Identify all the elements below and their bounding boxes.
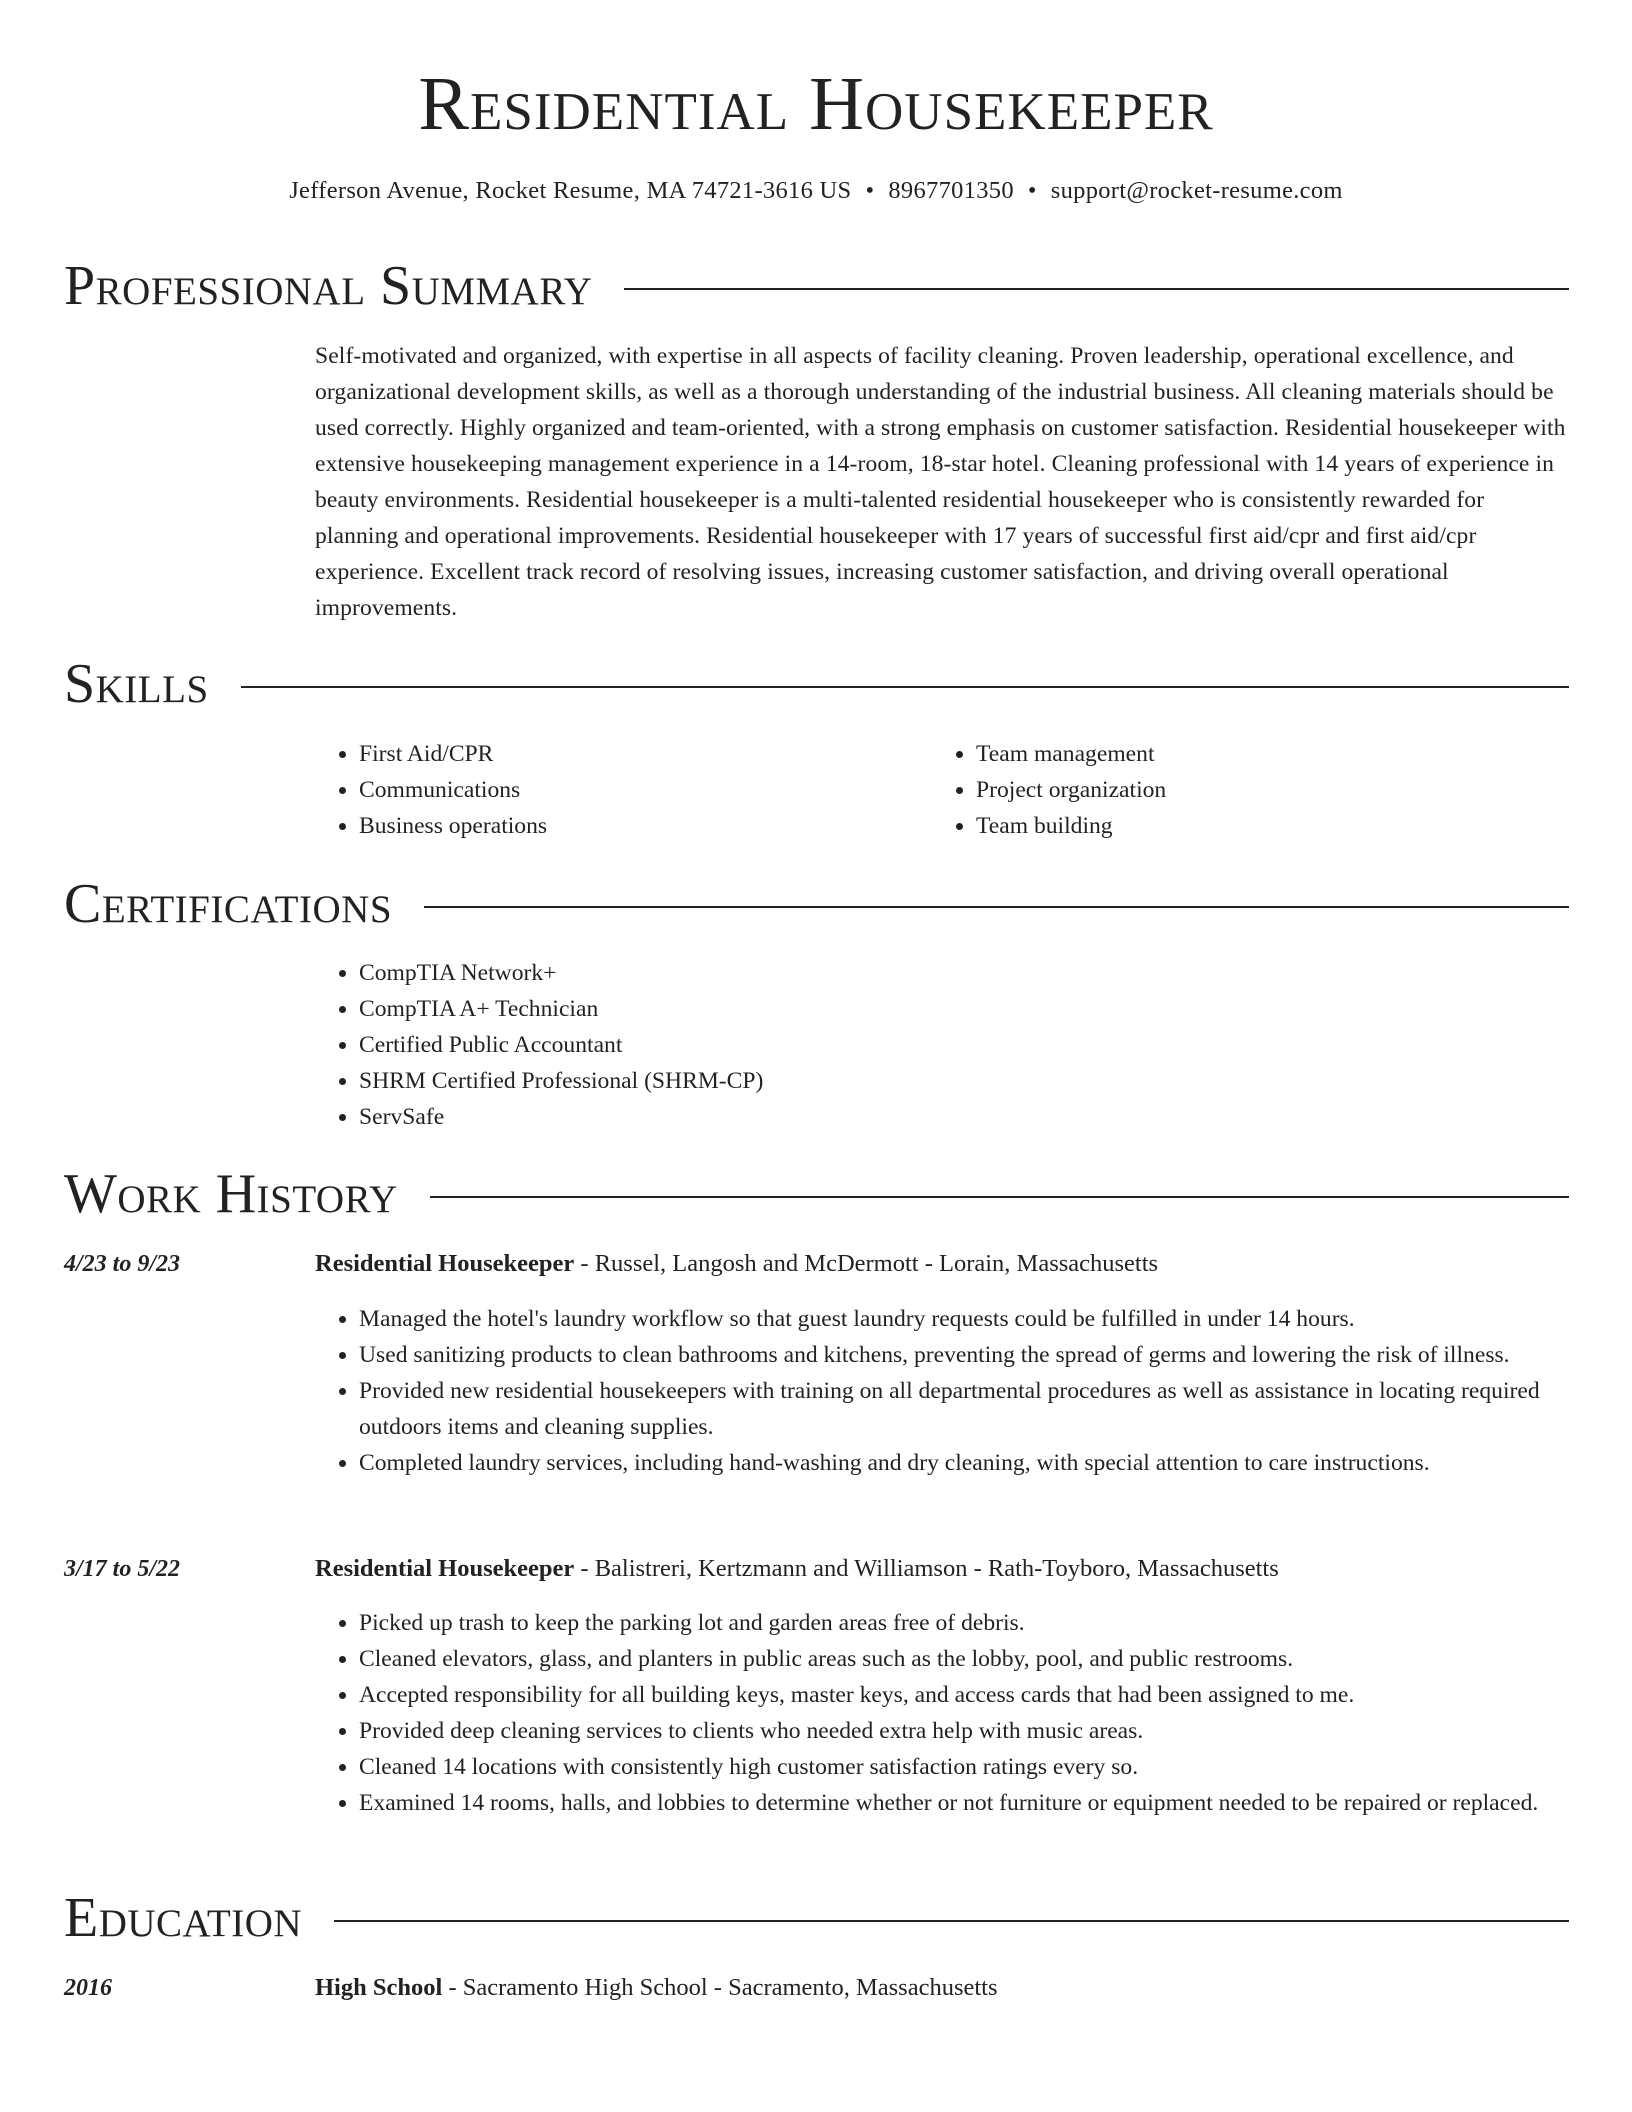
duty-item: • Cleaned 14 locations with consistently high customer satisfaction ratings every so. [359,1749,1570,1785]
job-title: Residential Housekeeper [315,1555,575,1582]
summary-text: Self-motivated and organized, with expertise in all aspects of facility cleaning. Proven leadership, operational excellence, and organizational development skills, as well as a thorough understanding of the industrial business. All cleaning materials should be used correctly. Highly organized and team-oriented, with a strong emphasis on customer satisfaction. Residential housekeeper with extensive housekeeping management experience in a 14-room, 18-star hotel. Cleaning professional with 14 years of experience in beauty environments. Residential housekeeper is a multi-talented residential housekeeper who is consistently rewarded for planning and operational improvements. Residential housekeeper with 17 years of successful first aid/cpr and first aid/cpr experience. Excellent track record of resolving issues, increasing customer satisfaction, and driving overall operational improvements. [315,343,1566,621]
education-school-location: - Sacramento High School - Sacramento, Massachusetts [442,1974,998,2001]
job-title-line [315,1248,1570,1280]
certifications-heading: Certifications [64,873,393,935]
skill-item: • Team building [976,808,1532,844]
section-divider [241,686,1569,688]
job-duties-list [315,1605,1570,1821]
job-employer-location: - Balistreri, Kertzmann and Williamson - Rath-Toyboro, Massachusetts [574,1555,1279,1582]
phone: 8967701350 [888,177,1014,204]
education-line [315,1972,1570,2004]
skill-item: • Communications [359,772,915,808]
separator-1: • [865,177,875,204]
skills-left-column [315,736,915,844]
education-year: 2016 [64,1975,112,2001]
duty-item: • Cleaned elevators, glass, and planters in public areas such as the lobby, pool, and public restrooms. [359,1641,1570,1677]
job-duties [315,1605,1570,1821]
candidate-name: Residential Housekeeper [418,62,1214,146]
certification-item: • CompTIA A+ Technician [359,991,1215,1027]
address: Jefferson Avenue, Rocket Resume, MA 74721-3616 US [289,177,852,204]
certification-item: • CompTIA Network+ [359,955,1215,991]
duty-item: • Picked up trash to keep the parking lot and garden areas free of debris. [359,1605,1570,1641]
work-history-section-header [64,1162,1569,1226]
section-divider [334,1920,1569,1922]
job-dates: 4/23 to 9/23 [64,1251,181,1277]
certification-item: • Certified Public Accountant [359,1027,1215,1063]
certifications-block [315,955,1215,1135]
separator-2: • [1027,177,1037,204]
skills-section-header [64,652,1569,716]
skill-item: • Team management [976,736,1532,772]
summary-heading: Professional Summary [64,255,593,317]
certifications-list [315,955,1215,1135]
skills-list-right [932,736,1532,844]
skill-item: • Business operations [359,808,915,844]
certifications-section-header [64,872,1569,936]
section-divider [430,1196,1569,1198]
section-divider [624,288,1569,290]
job-title-line [315,1553,1570,1585]
job-duties-list [315,1301,1570,1481]
job-title: Residential Housekeeper [315,1250,575,1277]
job-dates: 3/17 to 5/22 [64,1556,181,1582]
skills-heading: Skills [64,653,209,715]
duty-item: • Provided deep cleaning services to clients who needed extra help with music areas. [359,1713,1570,1749]
education-section-header [64,1886,1569,1950]
skills-list-left [315,736,915,844]
job-duties [315,1301,1570,1481]
work-history-heading: Work History [64,1163,398,1225]
summary-section-header [64,254,1569,318]
education-heading: Education [64,1887,303,1949]
email-link[interactable]: support@rocket-resume.com [1050,177,1343,204]
skills-right-column [932,736,1532,844]
education-degree: High School [315,1974,443,2001]
duty-item: • Accepted responsibility for all building keys, master keys, and access cards that had been assigned to me. [359,1677,1570,1713]
duty-item: • Completed laundry services, including hand-washing and dry cleaning, with special attention to care instructions. [359,1445,1570,1481]
job-employer-location: - Russel, Langosh and McDermott - Lorain, Massachusetts [574,1250,1159,1277]
certification-item: • ServSafe [359,1099,1215,1135]
contact-line [0,175,1632,207]
certification-item: • SHRM Certified Professional (SHRM-CP) [359,1063,1215,1099]
duty-item: • Used sanitizing products to clean bathrooms and kitchens, preventing the spread of germs and lowering the risk of illness. [359,1337,1570,1373]
duty-item: • Managed the hotel's laundry workflow so that guest laundry requests could be fulfilled in under 14 hours. [359,1301,1570,1337]
section-divider [424,906,1569,908]
duty-item: • Provided new residential housekeepers with training on all departmental procedures as well as assistance in locating required outdoors items and cleaning supplies. [359,1373,1570,1445]
skill-item: • First Aid/CPR [359,736,915,772]
duty-item: • Examined 14 rooms, halls, and lobbies to determine whether or not furniture or equipment needed to be repaired or replaced. [359,1785,1570,1821]
skill-item: • Project organization [976,772,1532,808]
